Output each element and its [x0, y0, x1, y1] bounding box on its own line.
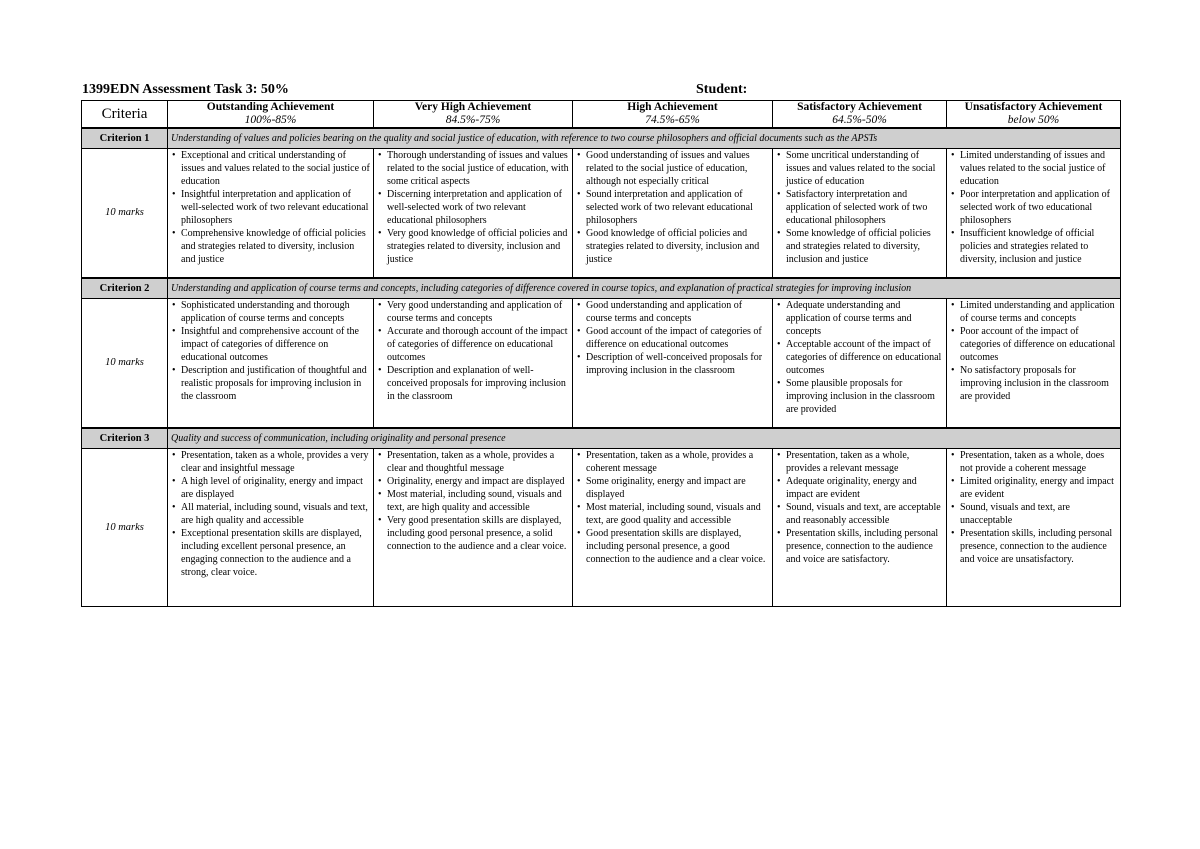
descriptor-list: [950, 299, 1117, 403]
descriptor-item: • Sound interpretation and application of selected work of two relevant educational philosophers: [576, 188, 769, 227]
descriptor-item: • Presentation skills, including personal presence, connection to the audience and voice are unsatisfactory.: [950, 527, 1117, 566]
level-name: Outstanding Achievement: [206, 101, 335, 113]
criterion-section-row: [82, 278, 1121, 299]
level-name: Very High Achievement: [414, 101, 532, 113]
level-range: 64.5%-50%: [832, 114, 887, 126]
descriptor-item: • Some plausible proposals for improving inclusion in the classroom are provided: [776, 377, 943, 416]
criterion-descriptor-row: [82, 149, 1121, 278]
descriptor-item: • Good presentation skills are displayed, including personal presence, a good connection to the audience and a clear voice.: [576, 527, 769, 566]
descriptor-item: • Some uncritical understanding of issues and values related to the social justice of education: [776, 149, 943, 188]
descriptor-item: • Satisfactory interpretation and application of selected work of two educational philosophers: [776, 188, 943, 227]
descriptor-item: • Good account of the impact of categories of difference on educational outcomes: [576, 325, 769, 351]
level-range: below 50%: [1007, 114, 1060, 126]
descriptor-cell: [947, 149, 1121, 278]
descriptor-item: • Accurate and thorough account of the impact of categories of difference on educational outcomes: [377, 325, 569, 364]
descriptor-item: • Sophisticated understanding and thorough application of course terms and concepts: [171, 299, 370, 325]
descriptor-item: • Discerning interpretation and application of well-selected work of two relevant educational philosophers: [377, 188, 569, 227]
descriptor-list: [950, 449, 1117, 566]
criterion-descriptor-row: [82, 449, 1121, 607]
level-header: [168, 101, 374, 129]
descriptor-list: [776, 449, 943, 566]
descriptor-list: [377, 449, 569, 553]
level-range: 84.5%-75%: [445, 114, 501, 126]
descriptor-item: • Most material, including sound, visuals and text, are good quality and accessible: [576, 501, 769, 527]
assessment-title: 1399EDN Assessment Task 3: 50%: [82, 82, 289, 97]
descriptor-cell: [374, 298, 573, 428]
descriptor-item: • Adequate originality, energy and impact are evident: [776, 475, 943, 501]
descriptor-list: [171, 449, 370, 579]
descriptor-item: • All material, including sound, visuals and text, are high quality and accessible: [171, 501, 370, 527]
level-name: High Achievement: [627, 101, 718, 113]
criterion-section-row: [82, 428, 1121, 449]
criteria-header: Criteria: [82, 101, 168, 129]
descriptor-item: • A high level of originality, energy and impact are displayed: [171, 475, 370, 501]
level-name: Satisfactory Achievement: [797, 101, 922, 113]
descriptor-cell: [573, 149, 773, 278]
criterion-description: Understanding and application of course terms and concepts, including categories of difference covered in course topics, and explanation of practical strategies for improving inclusion: [168, 278, 1121, 299]
descriptor-item: • Exceptional presentation skills are displayed, including excellent personal presence, an engaging connection to the audience and a strong, clear voice.: [171, 527, 370, 579]
descriptor-list: [776, 149, 943, 266]
descriptor-list: [950, 149, 1117, 266]
descriptor-item: • Limited understanding and application of course terms and concepts: [950, 299, 1117, 325]
level-header: [573, 101, 773, 129]
descriptor-item: • Very good presentation skills are displayed, including good personal presence, a solid connection to the audience and a clear voice.: [377, 514, 569, 553]
document-heading: [82, 82, 1122, 100]
criterion-description: Understanding of values and policies bearing on the quality and social justice of education, with reference to two course philosophers and official documents such as the APSTs: [168, 128, 1121, 149]
level-header: [374, 101, 573, 129]
descriptor-list: [576, 299, 769, 377]
level-header: [773, 101, 947, 129]
descriptor-item: • No satisfactory proposals for improving inclusion in the classroom are provided: [950, 364, 1117, 403]
descriptor-item: • Limited originality, energy and impact are evident: [950, 475, 1117, 501]
descriptor-item: • Poor interpretation and application of selected work of two educational philosophers: [950, 188, 1117, 227]
descriptor-item: • Description and explanation of well-conceived proposals for improving inclusion in the classroom: [377, 364, 569, 403]
descriptor-item: • Presentation, taken as a whole, provides a coherent message: [576, 449, 769, 475]
criterion-marks: 10 marks: [82, 298, 168, 428]
descriptor-cell: [168, 149, 374, 278]
descriptor-cell: [573, 449, 773, 607]
descriptor-item: • Very good knowledge of official policies and strategies related to diversity, inclusion and justice: [377, 227, 569, 266]
descriptor-item: • Presentation, taken as a whole, provides a clear and thoughtful message: [377, 449, 569, 475]
criterion-name: Criterion 1: [82, 128, 168, 149]
criterion-section-row: [82, 128, 1121, 149]
descriptor-item: • Insightful and comprehensive account of the impact of categories of difference on educational outcomes: [171, 325, 370, 364]
descriptor-item: • Some knowledge of official policies and strategies related to diversity, inclusion and justice: [776, 227, 943, 266]
criterion-name: Criterion 3: [82, 428, 168, 449]
level-header-row: [82, 101, 1121, 129]
descriptor-item: • Exceptional and critical understanding of issues and values related to the social justice of education: [171, 149, 370, 188]
rubric-table: [81, 100, 1121, 607]
descriptor-cell: [773, 298, 947, 428]
descriptor-item: • Sound, visuals and text, are unacceptable: [950, 501, 1117, 527]
descriptor-item: • Very good understanding and application of course terms and concepts: [377, 299, 569, 325]
descriptor-item: • Comprehensive knowledge of official policies and strategies related to diversity, inclusion and justice: [171, 227, 370, 266]
descriptor-item: • Good knowledge of official policies and strategies related to diversity, inclusion and justice: [576, 227, 769, 266]
descriptor-cell: [773, 449, 947, 607]
descriptor-cell: [374, 149, 573, 278]
descriptor-cell: [374, 449, 573, 607]
descriptor-item: • Some originality, energy and impact are displayed: [576, 475, 769, 501]
criterion-descriptor-row: [82, 298, 1121, 428]
student-label: Student:: [696, 82, 748, 97]
descriptor-item: • Presentation skills, including personal presence, connection to the audience and voice are satisfactory.: [776, 527, 943, 566]
level-range: 74.5%-65%: [645, 114, 700, 126]
descriptor-list: [377, 149, 569, 266]
descriptor-item: • Insightful interpretation and application of well-selected work of two relevant educational philosophers: [171, 188, 370, 227]
level-range: 100%-85%: [244, 114, 297, 126]
descriptor-item: • Thorough understanding of issues and values related to the social justice of education, with some critical aspects: [377, 149, 569, 188]
descriptor-list: [776, 299, 943, 416]
descriptor-item: • Description of well-conceived proposals for improving inclusion in the classroom: [576, 351, 769, 377]
criterion-name: Criterion 2: [82, 278, 168, 299]
descriptor-item: • Limited understanding of issues and values related to the social justice of education: [950, 149, 1117, 188]
descriptor-item: • Good understanding of issues and values related to the social justice of education, although not especially critical: [576, 149, 769, 188]
descriptor-item: • Description and justification of thoughtful and realistic proposals for improving inclusion in the classroom: [171, 364, 370, 403]
descriptor-item: • Insufficient knowledge of official policies and strategies related to diversity, inclusion and justice: [950, 227, 1117, 266]
descriptor-list: [377, 299, 569, 403]
criterion-marks: 10 marks: [82, 149, 168, 278]
descriptor-list: [576, 449, 769, 566]
descriptor-item: • Acceptable account of the impact of categories of difference on educational outcomes: [776, 338, 943, 377]
descriptor-item: • Most material, including sound, visuals and text, are high quality and accessible: [377, 488, 569, 514]
descriptor-item: • Poor account of the impact of categories of difference on educational outcomes: [950, 325, 1117, 364]
descriptor-cell: [947, 298, 1121, 428]
descriptor-item: • Adequate understanding and application of course terms and concepts: [776, 299, 943, 338]
descriptor-list: [576, 149, 769, 266]
descriptor-cell: [773, 149, 947, 278]
descriptor-item: • Good understanding and application of course terms and concepts: [576, 299, 769, 325]
criterion-description: Quality and success of communication, including originality and personal presence: [168, 428, 1121, 449]
descriptor-cell: [168, 298, 374, 428]
descriptor-cell: [947, 449, 1121, 607]
criterion-marks: 10 marks: [82, 449, 168, 607]
descriptor-cell: [573, 298, 773, 428]
level-header: [947, 101, 1121, 129]
descriptor-list: [171, 299, 370, 403]
descriptor-cell: [168, 449, 374, 607]
level-name: Unsatisfactory Achievement: [964, 101, 1103, 113]
descriptor-item: • Originality, energy and impact are displayed: [377, 475, 569, 488]
descriptor-list: [171, 149, 370, 266]
descriptor-item: • Presentation, taken as a whole, provides a relevant message: [776, 449, 943, 475]
descriptor-item: • Sound, visuals and text, are acceptable and reasonably accessible: [776, 501, 943, 527]
descriptor-item: • Presentation, taken as a whole, does not provide a coherent message: [950, 449, 1117, 475]
descriptor-item: • Presentation, taken as a whole, provides a very clear and insightful message: [171, 449, 370, 475]
